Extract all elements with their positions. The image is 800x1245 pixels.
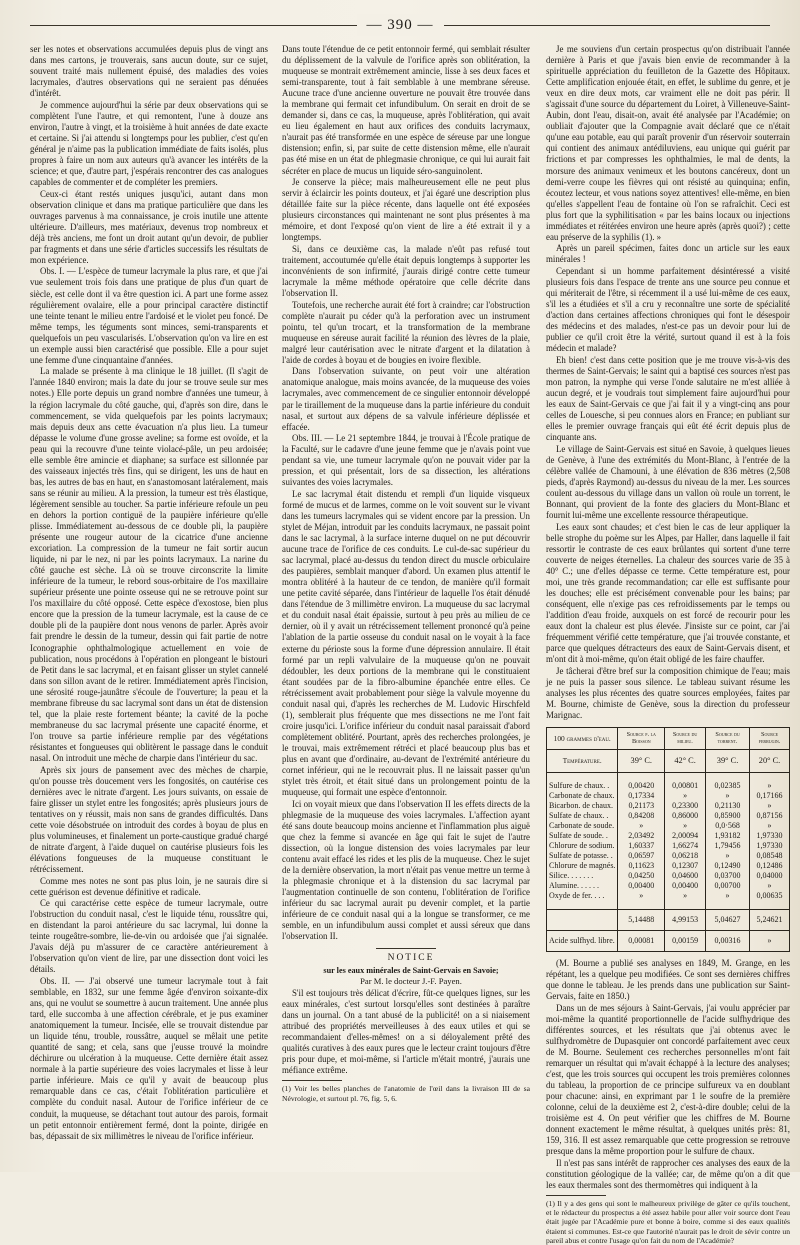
paragraph: Le sac lacrymal était distendu et rempli d'un liquide visqueux formé de mucus et de larmes, comme on le voit souvent sur le vivant dans les tumeurs lacrymales qui se vident encore par la pression. Un stylet de Méjan, introduit par les conduits lacrymaux, ne passait point dans le sac lacrymal, à la surface interne duquel on ne put découvrir aucune trace de l'orifice de ces conduits. Le cul-de-sac supérieur du sac lacrymal, placé au-dessus du tendon direct du muscle orbiculaire des paupières, semblait manquer d'abord. Un examen plus attentif le montra oblitéré à la hauteur de ce tendon, de manière qu'il formait une petite cavité séparée, dans l'intérieur de laquelle l'os était dénudé dans l'étendue de 3 millimètre environ. La muqueuse du sac lacrymal et du conduit nasal était épaissie, surtout à peu près au milieu de ce dernier, où il y avait un rétrécissement tellement prononcé qu'à peine l'ablation de la partie osseuse du conduit nasal on le voyait à la face externe du périoste sous la forme d'une dépression annulaire. Il était formé par un repli valvulaire de la muqueuse qu'on ne pouvait dédoubler, les deux portions de la membrane qui le constituaient étant soudées par de la fibro-albumine épanchée entre elles. Ce rétrécissement avait probablement pour siège la valvule moyenne du conduit nasal qui, d'après les recherches de M. Ludovic Hirschfeld (1), semblerait plus fréquente que mes dissections ne me l'ont fait croire jusqu'ici. L'orifice inférieur du conduit nasal paraissait d'abord complètement oblitéré. Pourtant, après des recherches prolongées, je le trouvai, mais extrêmement rétréci et placé beaucoup plus bas et plus en avant que d'ordinaire, au-devant de l'extrémité antérieure du cornet inférieur, qui ne le recouvrait plus. Il ne laissait passer qu'un stylet très étroit, et était situé dans un prolongement pointu de la muqueuse, qui formait une espèce d'entonnoir.: [282, 488, 530, 798]
paragraph: Ceux-ci étant restés uniques jusqu'ici, autant dans mon observation clinique et dans ma pratique particulière que dans les ouvrages parvenus à ma connaissance, je crois inutile une attente ultérieure. D'ailleurs, mes matériaux, devenus trop nombreux et déjà très anciens, me font un droit autant qu'un devoir, de publier par fragments et dans une série d'articles successifs les résultats de mon expérience.: [30, 188, 268, 265]
table-row: [547, 871, 790, 881]
table-cell: 5,14488: [618, 910, 665, 931]
footnote: (1) Voir les belles planches de l'anatomie de l'œil dans la livraison III de sa Névrologie, et surtout pl. 76, fig. 5, 6.: [282, 1084, 530, 1103]
table-row: [547, 881, 790, 891]
table-row: [547, 821, 790, 831]
paragraph: Je me souviens d'un certain prospectus qu'on distribuait l'année dernière à Paris et que j'avais bien envie de recommander à la spirituelle appréciation du feuilleton de la Gazette des Hôpitaux. Cette amplification enjouée était, en effet, le sublime du genre, et je veux en dire deux mots, car vraiment elle ne doit pas périr. Il s'agissait d'une source du département du Loiret, à Villeneuve-Saint-Aubin, dont l'eau, disait-on, avait été analysée par l'Académie; on oubliait d'ajouter que la Compagnie avait déclaré que ce n'était qu'une eau potable, eau qui paraît provenir d'un réservoir souterrain qui contient des animaux antédiluviens, eau unique qui guérit par frictions et par compresses les ophthalmies, le mal de dents, la morsure des animaux venimeux et les boutons cancéreux, dont un demi-verre coupe les fièvres qui ont résisté au quinquina; enfin, écoutez lecteur, et vous nations soyez attentives! elle-même, en bien qu'elles s'appellent l'eau de fontaine où l'on se rafraîchit. Ceci est plus fort que la syphilitisation « par les bains locaux ou injections immédiates et réitérées environ une heure après (après quoi?) ; cette eau préserve de la syphilis (1). »: [546, 44, 790, 242]
table-cell: 5,04627: [706, 910, 750, 931]
footnote-rule: [282, 1080, 342, 1081]
table-cell: »: [706, 851, 750, 861]
table-row: [547, 841, 790, 851]
table-cell: »: [750, 821, 790, 831]
spacer-row: [547, 773, 790, 782]
table-cell: 1,79456: [706, 841, 750, 851]
table-cell: »: [665, 791, 706, 801]
table-cell: 0,06597: [618, 851, 665, 861]
table-cell: 0,06218: [665, 851, 706, 861]
section-divider: [376, 948, 436, 949]
table-cell: 0,21173: [618, 801, 665, 811]
table-cell: 0,0·568: [706, 821, 750, 831]
table-row: [547, 861, 790, 871]
notice-heading: NOTICE: [387, 953, 435, 964]
table-row: [547, 851, 790, 861]
observation-3-paragraph: Obs. III. — Le 21 septembre 1844, je trouvai à l'École pratique de la Faculté, sur le cadavre d'une jeune femme que je n'avais point vue pendant sa vie, une tumeur lacrymale qu'on ne pouvait vider par la pression, et qui présentait, lors de sa dissection, les altérations suivantes des voies lacrymales.: [282, 433, 530, 488]
table-row: [547, 791, 790, 801]
table-cell: »: [618, 891, 665, 901]
row-label: Sulfate de soude. .: [547, 831, 618, 841]
table-cell: 0,04600: [665, 871, 706, 881]
table-cell: 0,00081: [618, 931, 665, 952]
table-cell: 1,97330: [750, 831, 790, 841]
table-cell: 0,87156: [750, 811, 790, 821]
row-label: Chlorure de magnés.: [547, 861, 618, 871]
table-cell: 1,97330: [750, 841, 790, 851]
column-middle: [282, 44, 530, 1164]
paragraph: Je conserve la pièce; mais malheureusement elle ne peut plus servir à éclaircir les points douteux, et j'ai égaré une description plus détaillée faite sur la pièce récente, dans laquelle ont été exposées plusieurs circonstances qui maintenant ne sont plus présentes à ma mémoire, et dont l'exposé qu'on vient de lire a été extrait il y a longtemps.: [282, 177, 530, 243]
paragraph: Je tâcherai d'être bref sur la composition chimique de l'eau; mais je ne puis la passer sous silence. Le tableau suivant résume les analyses les plus récentes des quatre sources employées, faites par M. Bourne, chimiste de Genève, sous la direction du professeur Marignac.: [546, 665, 790, 720]
paragraph: ser les notes et observations accumulées depuis plus de vingt ans dans mes cartons, je trouverais, sans aucun doute, sur ce sujet, souvent traité mais nullement épuisé, des maladies des voies lacrymales, d'autres observations qui ne seraient pas dénuées d'intérêt.: [30, 44, 268, 99]
row-label: Chlorure de sodium.: [547, 841, 618, 851]
paragraph: Si, dans ce deuxième cas, la malade n'eût pas refusé tout traitement, accoutumée qu'elle était depuis longtemps à supporter les inconvénients de son infirmité, j'aurais dirigé contre cette tumeur lacrymale la même méthode opératoire que celle décrite dans l'observation II.: [282, 243, 530, 299]
observation-1-paragraph: Obs. I. — L'espèce de tumeur lacrymale la plus rare, et que j'ai vue seulement trois fois dans une pratique de plus d'un quart de siècle, est celle dont il va être question ici. A part une forme assez régulièrement ovalaire, elle a pour principal caractère distinctif une teinte tenant le milieu entre l'ardoisé et le violet peu foncé. De même temps, les téguments sont minces, semi-transparents et quelquefois un peu vascularisés. L'observation qu'on va lire en est un exemple aussi bien caractérisé que possible. Elle a pour sujet une femme d'une cinquantaine d'années.: [30, 266, 268, 365]
paragraph: Ici on voyait mieux que dans l'observation II les effets directs de la phlegmasie de la muqueuse des voies lacrymales. L'affection ayant été sans doute beaucoup moins ancienne et l'inflammation plus aiguë que chez la femme si avancée en âge qui fait le sujet de l'autre dissection, où la longue distension des voies lacrymales par leur contenu avait effacé les rides et les plis de la muqueuse. Chez le sujet de la dernière observation, la mort n'était pas venue mettre un terme à la phlegmasie chronique et à la distension du sac lacrymal par l'augmentation continuelle de son contenu, l'oblitération de l'orifice inférieur du sac lacrymal aurait pu devenir complet, et la partie inférieure de ce conduit nasal qui a la longue se transformer, ce me semble, en un infundibulum aussi complet et aussi séreux que dans l'observation II.: [282, 798, 530, 942]
table-cell: 0,00420: [618, 781, 665, 791]
table-cell: 0,04000: [750, 871, 790, 881]
column-header: Source du milieu.: [665, 727, 706, 749]
page-number: — 390 —: [357, 14, 444, 36]
table-cell: »: [665, 821, 706, 831]
table-header-row: [547, 727, 790, 749]
table-cell: 39° C.: [706, 750, 750, 773]
table-row: [547, 891, 790, 901]
column-right: [546, 44, 790, 1245]
table-cell: 1,93182: [706, 831, 750, 841]
table-cell: »: [750, 781, 790, 791]
table-corner-label: 100 grammes d'eau.: [547, 727, 618, 749]
table-cell: 4,99153: [665, 910, 706, 931]
table-row: [547, 781, 790, 791]
table-cell: 2,00094: [665, 831, 706, 841]
table-cell: 0,08548: [750, 851, 790, 861]
table-cell: 0,12486: [750, 861, 790, 871]
paragraph: Ce qui caractérise cette espèce de tumeur lacrymale, outre l'obstruction du conduit nasal, c'est le liquide ténu, roussâtre qui, en distendant la paroi antérieure du sac lacrymal, lui donne la teinte rougeâtre-sombre, lie-de-vin ou ardoisée que j'ai signalée. J'avais déjà pu m'assurer de ce caractère antérieurement à l'observation qu'on vient de lire, par une dissection dont voici les détails.: [30, 898, 268, 975]
table-cell: »: [706, 891, 750, 901]
totals-row: [547, 910, 790, 931]
table-cell: 39° C.: [618, 750, 665, 773]
table-cell: 1,66274: [665, 841, 706, 851]
column-header: Source p. la Boisson: [618, 727, 665, 749]
table-row: [547, 831, 790, 841]
table-cell: 0,02385: [706, 781, 750, 791]
paragraph: La malade se présente à ma clinique le 18 juillet. (Il s'agit de l'année 1840 environ; mais la date du jour se trouve seule sur mes notes.) Elle porte depuis un grand nombre d'années une tumeur, à la région lacrymale du côté gauche, qui, d'après son dire, dans le commencement, se vida quelquefois par les points lacrymaux; mais depuis deux ans cette évacuation n'a plus lieu. La tumeur dépasse le volume d'une grosse aveline; sa forme est ovoïde, et la peau qui la recouvre d'une teinte violacé-pâle, un peu ardoisée; elle semble être amincie et diaphane; sa surface est sillonnée par des vaisseaux injectés très fins, qui se dirigent, les uns de haut en bas, les autres de bas en haut, en s'anastomosant latéralement, mais sans se réunir au milieu. A la pression, la tumeur est très élastique, légèrement sensible au toucher. Sa partie inférieure refoule un peu en dehors la portion contiguë de la paupière inférieure qu'elle plisse. Immédiatement au-dessous de ce double pli, la paupière présente une rougeur autour de la cicatrice d'une ancienne excoriation. La compression de la tumeur ne fait sortir aucun liquide, ni par le nez, ni par les points lacrymaux. La narine du côté gauche est sèche. Là où se trouve circonscrite la limite inférieure de la tumeur, le rebord sous-orbitaire de l'os maxillaire supérieur présente une pointe osseuse qui ne se retrouve point sur l'os maxillaire du côté opposé. Cette espèce d'exostose, bien plus encore que la pression de la tumeur lacrymale, est la cause de ce double pli de la paupière dont nous venons de parler. Après avoir fait prendre le dessin de la tumeur, dessin qui fait partie de notre Iconographie ophthalmologique actuellement en voie de publication, nous procédons à l'opération en plongeant le bistouri de Petit dans le sac lacrymal, et en faisant glisser un stylet cannelé dans son sillon avant de le retirer. Immédiatement après l'incision, une sérosité rouge-jaunâtre s'écoule de l'ouverture; la peau et la membrane fibreuse du sac lacrymal sont dans un état de distension tel, que la plaie reste fortement béante; la cavité de la poche membraneuse du sac lacrymal présente une capacité énorme, et l'on trouve sa partie inférieure remplie par des végétations résistantes et fongueuses qui oblitèrent le passage dans le conduit nasal. On introduit une mèche de charpie dans l'intérieur du sac.: [30, 366, 268, 763]
table-cell: 0,17334: [618, 791, 665, 801]
paragraph: (M. Bourne a publié ses analyses en 1849, M. Grange, en les répétant, les a quelque peu modifiées. Ce sont ses dernières chiffres que donne le tableau. Je les prends dans une publication sur Saint-Gervais, faite en 1850.): [546, 958, 790, 1002]
table-cell: 0,84208: [618, 811, 665, 821]
footnote: (1) Il y a des gens qui sont le malheureux privilège de gâter ce qu'ils touchent, et le rédacteur du prospectus a été assez habile pour aller voir source dont l'eau était jugée par l'Académie pure et bonne à boire, comme si des eaux qualités étaient si communes. Est-ce que l'autorité n'aurait pas le droit de sévir contre un pareil abus et contre l'usage qu'on fait du nom de l'Académie?: [546, 1199, 790, 1245]
row-label: Oxyde de fer. . . .: [547, 891, 618, 901]
table-cell: 20° C.: [750, 750, 790, 773]
table-cell: 0,04250: [618, 871, 665, 881]
table-cell: 0,11623: [618, 861, 665, 871]
row-label: Carbonate de soude.: [547, 821, 618, 831]
table-cell: »: [665, 891, 706, 901]
row-label: Sulfure de chaux. .: [547, 781, 618, 791]
paragraph: Il n'est pas sans intérêt de rapprocher ces analyses des eaux de la constitution géologique de la vallée; car, de même qu'on a dit que les eaux thermales sont des thermomètres qui indiquent à la: [546, 1157, 790, 1190]
table-cell: 0,00400: [665, 881, 706, 891]
table-cell: 0,00635: [750, 891, 790, 901]
observation-2-paragraph: Obs. II. — J'ai observé une tumeur lacrymale tout à fait semblable, en 1832, sur une femme âgée d'environ soixante-dix ans, qui ne voulut se soumettre à aucun traitement. Une année plus tard, elle succomba à une affection cérébrale, et je pus examiner anatomiquement la tumeur. Incisée, elle se trouvait distendue par un liquide ténu, trouble, roussâtre, auquel se mêlait une petite quantité de sang; et cela, sans que j'eusse trouvé la moindre déchirure ou ulcération à la muqueuse. Cette dernière était assez normale à la partie supérieure des voies lacrymales et lisse à leur partie inférieure. Mais ce qu'il y avait de beaucoup plus remarquable dans ce cas, c'était l'oblitération particulière et complète du conduit nasal. Autour de l'orifice inférieur de ce conduit, la muqueuse, se détachant tout autour des parois, formait un petit entonnoir entièrement fermé, dont la pointe, dirigée en bas, dépassait de six millimètres le niveau de l'orifice inférieur.: [30, 975, 268, 1141]
table-cell: 0,23300: [665, 801, 706, 811]
table-cell: 0,12307: [665, 861, 706, 871]
row-label: Sulfate de chaux. .: [547, 811, 618, 821]
table-cell: 0,85900: [706, 811, 750, 821]
row-label: Silice. . . . . . .: [547, 871, 618, 881]
table-cell: 0,86000: [665, 811, 706, 821]
paragraph: Cependant si un homme parfaitement désintéressé a visité plusieurs fois dans l'espace de trente ans une source peu connue et qui mériterait de l'être, si récemment il a usé lui-même de ces eaux, s'il les a étudiées et s'il a cru y reconnaître une sorte de spécialité d'action dans certaines affections chroniques qui font le désespoir des médecins et des malades, n'est-ce pas un devoir pour lui de publier ce qu'il croit être la vérité, surtout quand il est à la fois médecin et malade?: [546, 265, 790, 354]
paragraph: Eh bien! c'est dans cette position que je me trouve vis-à-vis des thermes de Saint-Gervais; le saint qui a baptisé ces sources n'est pas mon patron, la nymphe qui verse l'onde salutaire ne m'est alliée à aucun degré, et je voudrais tout simplement faire aujourd'hui pour les eaux de Saint-Gervais ce que j'ai fait il y a vingt-cinq ans pour celles de Louesche, si peu connues alors en France; en publiant sur elles le premier ouvrage français qui eût été écrit depuis plus de cinquante ans.: [546, 354, 790, 443]
column-header: Source du torrent.: [706, 727, 750, 749]
acid-row: [547, 931, 790, 952]
paragraph: S'il est toujours très délicat d'écrire, fût-ce quelques lignes, sur les eaux minérales, c'est surtout lorsqu'elles sont destinées à paraître dans un journal. On a tant abusé de la publicité! on a si niaisement attribué des propriétés merveilleuses à des eaux utiles et qui se recommandaient d'elles-mêmes! on a si déloyalement prêté des qualités curatives à des eaux pures que le lecteur craint toujours d'être pris pour dupe, et moi-même, si l'article m'était montré, j'aurais une méfiance extrême.: [282, 987, 530, 1076]
table-cell: 0,00801: [665, 781, 706, 791]
table-row: [547, 801, 790, 811]
table-cell: 2,03492: [618, 831, 665, 841]
paragraph: Dans l'observation suivante, on peut voir une altération anatomique analogue, mais moins avancée, de la muqueuse des voies lacrymales, avec commencement de ce singulier entonnoir développé par le tiraillement de la muqueuse dans la partie inférieure du conduit nasal, et surtout aux dépens de sa valvule inférieure déplissée et effacée.: [282, 366, 530, 432]
row-label: Bicarbon. de chaux.: [547, 801, 618, 811]
table-cell: 0,03700: [706, 871, 750, 881]
temperature-row: [547, 750, 790, 773]
table-cell: 42° C.: [665, 750, 706, 773]
row-label: Carbonate de chaux.: [547, 791, 618, 801]
column-header: Source ferrugin.: [750, 727, 790, 749]
footnote-rule: [546, 1195, 606, 1196]
notice-author: Par M. le docteur J.-F. Payen.: [360, 976, 462, 987]
paragraph: Le village de Saint-Gervais est situé en Savoie, à quelques lieues de Genève, à l'une des extrémités du Mont-Blanc, à l'entrée de la célèbre vallée de Chamouni, à une élévation de 836 mètres (2,508 pieds, d'après Raymond) au-dessus du niveau de la mer. Les sources coulent au-dessous du village dans un vallon où roule un torrent, le Bonnant, qui provient de la fonte des glaciers du Mont-Blanc et fournit lui-même une excellente ressource thérapeutique.: [546, 443, 790, 520]
paragraph: Toutefois, une recherche aurait été fort à craindre; car l'obstruction complète n'aurait pu céder qu'à la perforation avec un instrument pointu, tel qu'un trocart, et la transformation de la membrane muqueuse en séreuse aurait facilité la réunion des lèvres de la plaie, malgré leur cautérisation avec le nitrate d'argent et la dilatation à l'aide de cordes à boyau et de bougies en ivoire flexible.: [282, 299, 530, 365]
page-header: [30, 14, 770, 38]
table-cell: »: [750, 931, 790, 952]
paragraph: Après un pareil spécimen, faites donc un article sur les eaux minérales !: [546, 243, 790, 265]
row-label: Alumine. . . . . .: [547, 881, 618, 891]
table-cell: 5,24621: [750, 910, 790, 931]
table-cell: 1,60337: [618, 841, 665, 851]
spacer-row: [547, 901, 790, 910]
paragraph: Les eaux sont chaudes; et c'est bien le cas de leur appliquer la belle strophe du poème sur les Alpes, par Haller, dans laquelle il fait ressortir le contraste de ces eaux brûlantes qui sortent d'une terre couverte de neiges éternelles. La chaleur des sources varie de 35 à 40° C.; une d'elles dépasse ce terme. Cette température est, pour moi, une très grande recommandation; car elle est suffisante pour les douches; elle est précisément convenable pour les bains; par conséquent, elle n'exige pas ces refroidissements par le temps ou l'addition d'eau froide, auxquels on est forcé de recourir pour les eaux dont la chaleur est plus élevée. J'insiste sur ce point, car j'ai fréquemment vérifié cette température, que j'ai trouvée constante, et parce que quelques détracteurs des eaux de Saint-Gervais disent, et m'ont dit à moi-même, qu'on était obligé de les faire chauffer.: [546, 521, 790, 665]
table-cell: 0,17166: [750, 791, 790, 801]
paragraph: Comme mes notes ne sont pas plus loin, je ne saurais dire si cette guérison est devenue définitive et radicale.: [30, 875, 268, 897]
table-cell: 0,21130: [706, 801, 750, 811]
table-cell: »: [706, 791, 750, 801]
table-cell: 0,00159: [665, 931, 706, 952]
table-cell: 0,00700: [706, 881, 750, 891]
paragraph: Je commence aujourd'hui la série par deux observations qui se complètent l'une l'autre, et qui remontent, l'une à douze ans environ, l'autre à vingt, et la troisième à huit années de date exacte et certaine. Si j'ai attendu si longtemps pour les publier, c'est qu'en général je n'aime pas la publication immédiate de faits isolés, plus propres à faire un nom aux auteurs qu'à avancer les intérêts de la science; et que, d'autre part, j'espérais rencontrer des cas analogues capables de commenter et de compléter les premiers.: [30, 99, 268, 188]
row-label: Sulfate de potasse. .: [547, 851, 618, 861]
column-left: [30, 44, 268, 1164]
table-cell: 0,00316: [706, 931, 750, 952]
paragraph: Après six jours de pansement avec des mèches de charpie, qu'on pousse très doucement vers les fongosités, on cautérise ces dernières avec le nitrate d'argent. Les jours suivants, on essaie de faire glisser un stylet entre les fongosités; après plusieurs jours de tentatives on y réussit, mais non sans de grandes difficultés. Dans cette voie désobstruée on introduit des cordes à boyau de plus en plus volumineuses, et finalement un porte-caustique gradué chargé de nitrate d'argent, à l'aide duquel on cautérise plusieurs fois les élévations fongueuses de la muqueuse constituant le rétrécissement.: [30, 764, 268, 874]
table-cell: »: [750, 881, 790, 891]
table-cell: 0,00400: [618, 881, 665, 891]
notice-subheading: sur les eaux minérales de Saint-Gervais en Savoie;: [323, 965, 499, 975]
paragraph: Dans un de mes séjours à Saint-Gervais, j'ai voulu apprécier par moi-même la quantité proportionnelle de l'acide sulfhydrique des différentes sources, et les résultats que j'ai obtenus avec le sulfhydromètre de Dupasquier ont concordé parfaitement avec ceux de M. Bourne. Seulement ces recherches personnelles m'ont fait remarquer un résultat qui m'avait échappé à la lecture des analyses; c'est, que les trois sources qui occupent les trois premières colonnes du tableau, la proportion de ce principe sulfureux va en doublant pour chacune: ainsi, en exprimant par 1 le soufre de la première colonne, celui de la deuxième est 2, c'est-à-dire double; celui de la troisième est 4. On peut vérifier que les chiffres de M. Bourne donnent exactement le même résultat, à quelques unités près: 81, 159, 316. Il est assez remarquable que cette progression se retrouve presque dans la même proportion pour le sulfure de chaux.: [546, 1002, 790, 1157]
table-cell: 0,12490: [706, 861, 750, 871]
row-label: Acide sulfhyd. libre.: [547, 931, 618, 952]
paragraph: Dans toute l'étendue de ce petit entonnoir fermé, qui semblait résulter du déplissement de la valvule de l'orifice après son oblitération, la muqueuse se montrait extrêmement amincie, lisse à ses deux faces et semi-transparente, tout à fait semblable à une membrane séreuse. Aucune trace d'une ancienne ouverture ne pouvait être trouvée dans la membrane qui fermait cet infundibulum. On serait en droit de se demander si, dans ce cas, la muqueuse, après l'oblitération, qui avait eu lieu également en haut aux orifices des conduits lacrymaux, n'aurait pas été transformée en une espèce de séreuse par une longue distension; enfin, si, par suite de cette distension même, elle n'aurait pas été mise en un état de phlegmasie chronique, ce qui lui aurait fait sécréter en place de mucus un liquide séro-sanguinolent.: [282, 44, 530, 176]
row-label: Température.: [547, 750, 618, 773]
table-cell: »: [750, 801, 790, 811]
table-row: [547, 811, 790, 821]
table-cell: »: [618, 821, 665, 831]
compound-rows: [547, 781, 790, 901]
row-label: [547, 910, 618, 931]
mineral-analysis-table: [546, 727, 790, 952]
